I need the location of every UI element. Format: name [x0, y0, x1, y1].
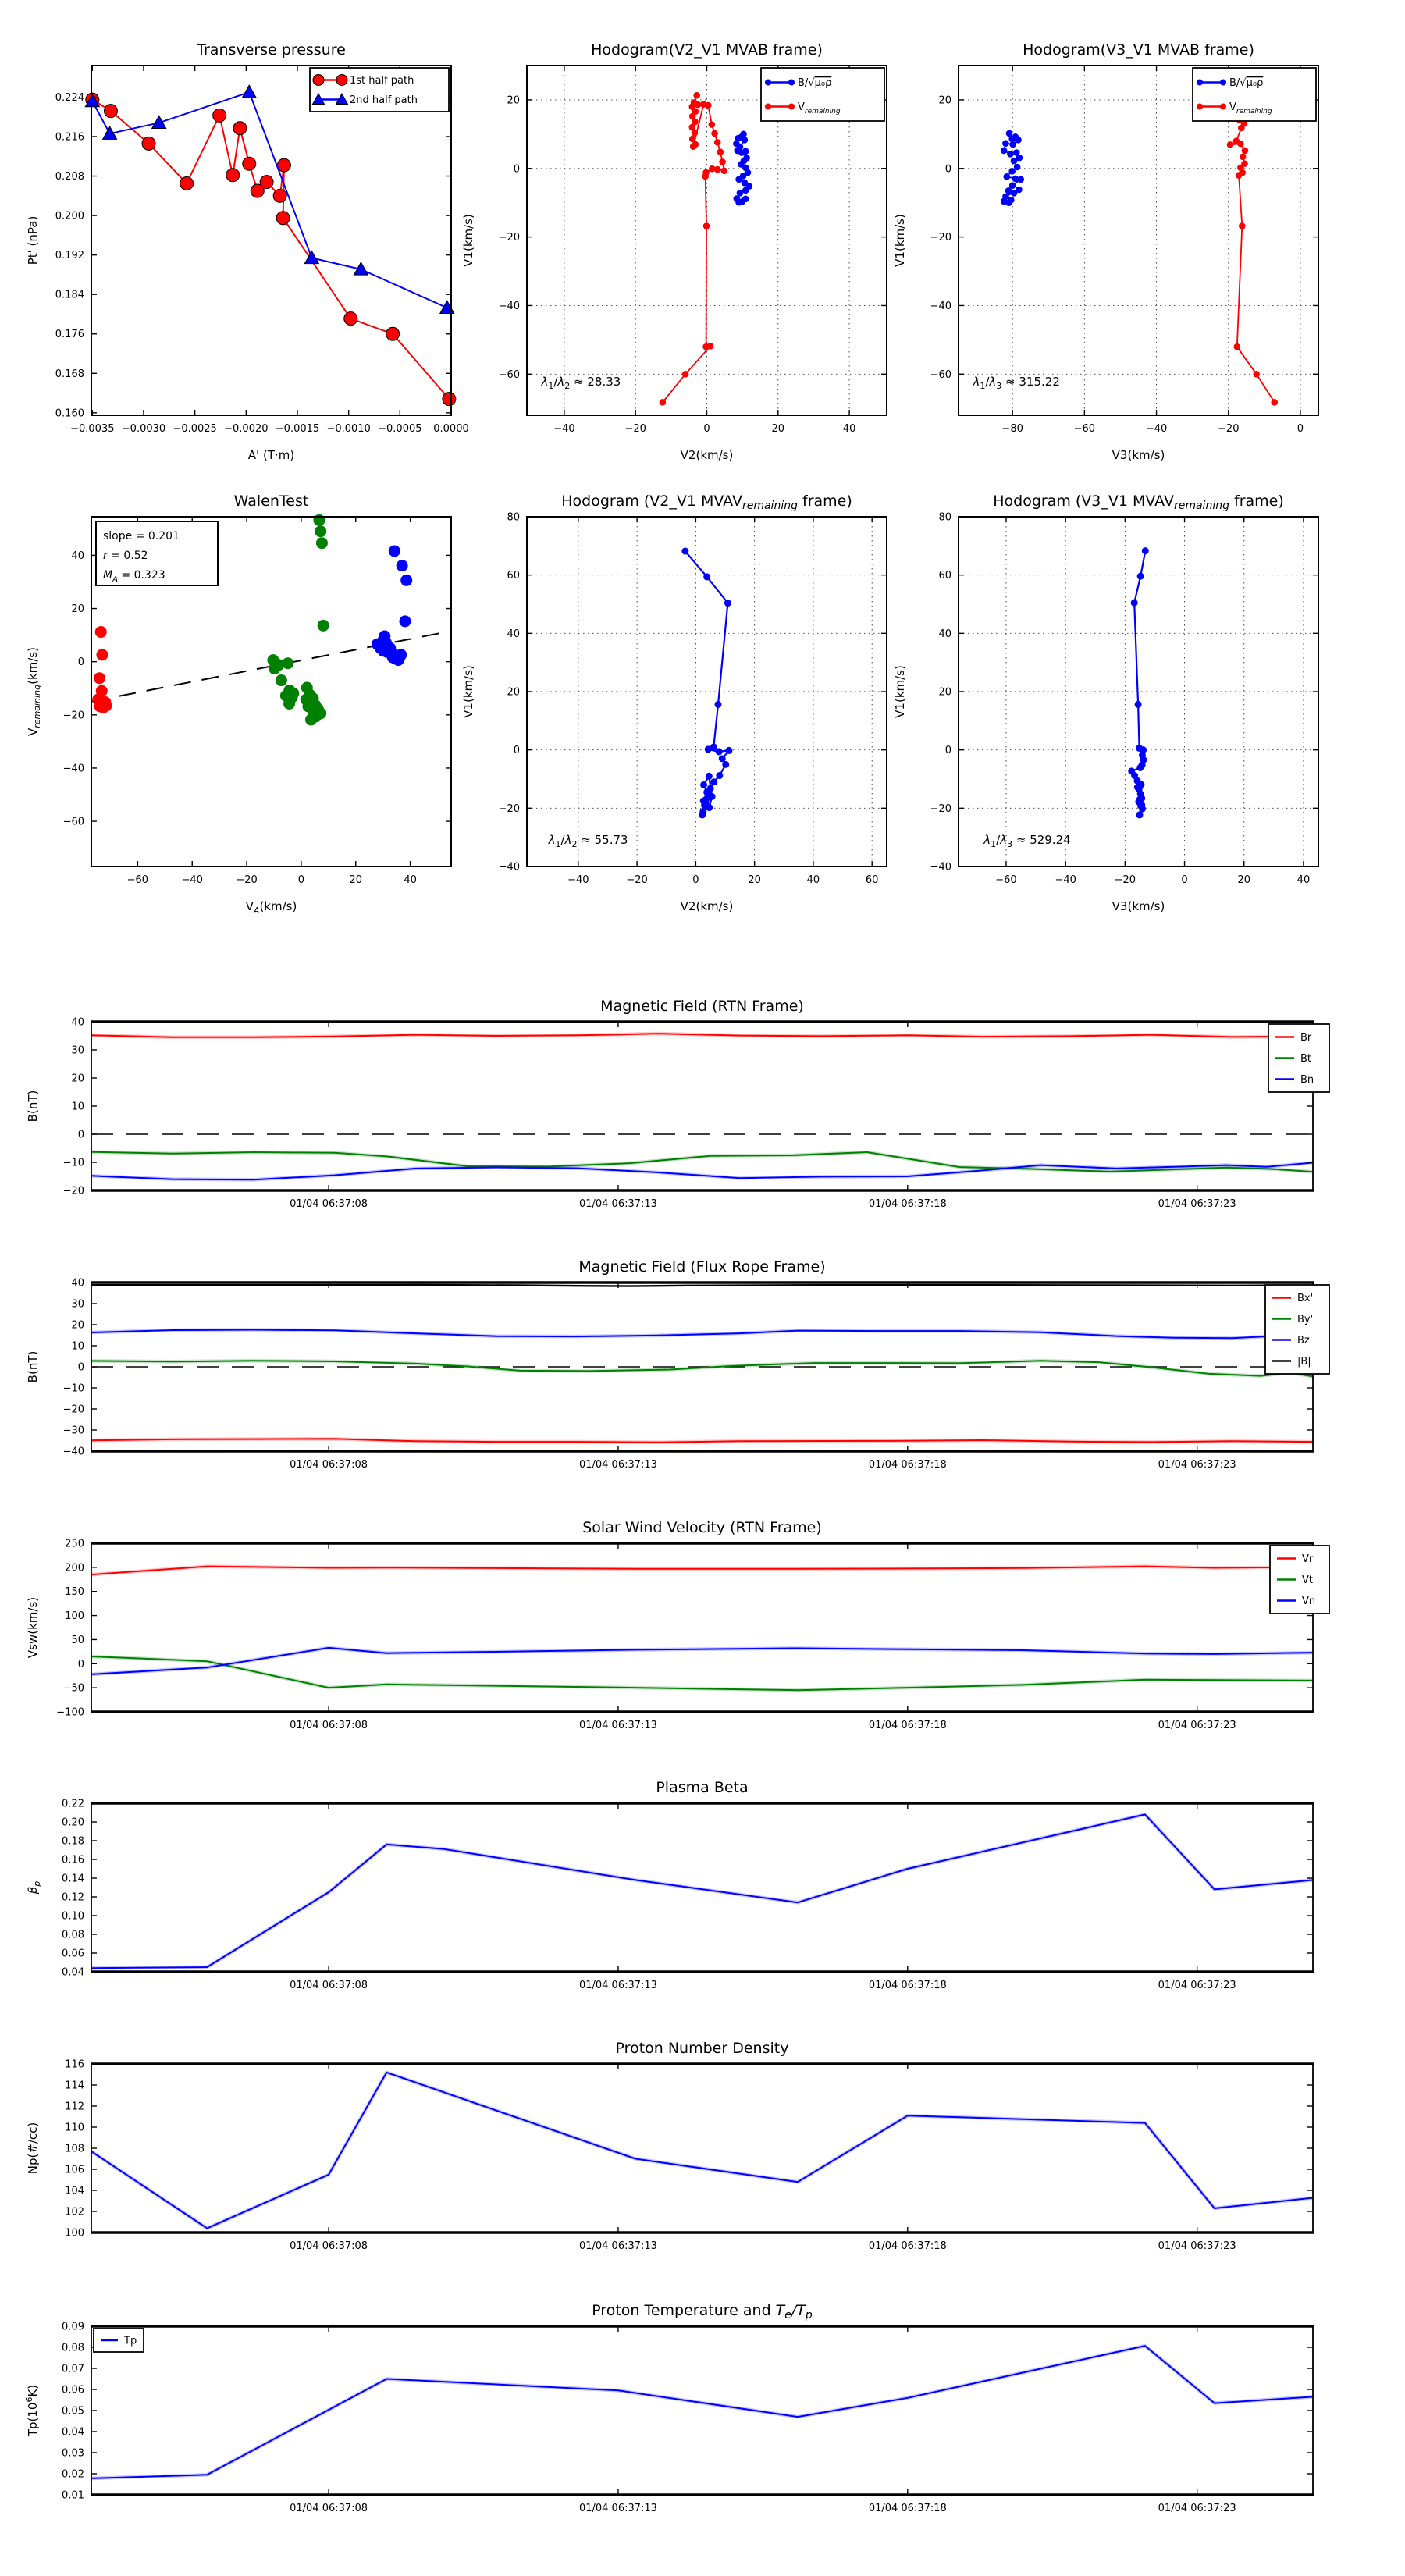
svg-text:01/04 06:37:08: 01/04 06:37:08: [290, 2503, 368, 2514]
legend: [761, 68, 884, 121]
x-axis-label: V3(km/s): [1112, 448, 1165, 462]
svg-text:40: 40: [806, 874, 820, 886]
svg-text:01/04 06:37:13: 01/04 06:37:13: [578, 1980, 657, 1991]
solar-wind-velocity-chart: [8, 1509, 1382, 1743]
y-axis-label: B(nT): [26, 1090, 40, 1123]
legend: [94, 2329, 144, 2352]
svg-text:01/04 06:37:18: 01/04 06:37:18: [868, 1720, 947, 1731]
hodogram-v3v1-mvav-chart: [875, 482, 1343, 951]
chart-title: Proton Number Density: [615, 2040, 789, 2057]
walen-test-svg: [8, 482, 476, 951]
svg-text:−40: −40: [553, 423, 575, 435]
y-tick-labels: [62, 1799, 84, 1979]
proton-temperature-svg: [8, 2292, 1382, 2526]
svg-text:−40: −40: [567, 874, 589, 886]
svg-text:250: 250: [65, 1538, 84, 1550]
svg-text:−20: −20: [626, 874, 648, 886]
magnetic-field-flux-rope-svg: [8, 1248, 1382, 1482]
chart-title: Hodogram (V2_V1 $MVAV_{remaining}$ frame): [561, 493, 852, 512]
y-tick-labels: [63, 550, 84, 828]
y-axis-label: $V_{remaining}(km/s)$: [26, 647, 42, 736]
svg-text:60: 60: [938, 570, 951, 582]
legend: [1268, 1024, 1329, 1092]
svg-text:−20: −20: [62, 1185, 84, 1197]
lambda-annotation: $\lambda_1/\lambda_2 \approx 55.73$: [548, 832, 628, 849]
series-walen-red: [92, 626, 112, 713]
svg-text:40: 40: [71, 1016, 84, 1029]
svg-text:0: 0: [297, 874, 305, 886]
svg-text:30: 30: [71, 1044, 84, 1057]
series-V-remaining: [660, 92, 728, 406]
x-tick-labels: [290, 1459, 1236, 1471]
svg-text:01/04 06:37:18: 01/04 06:37:18: [868, 1459, 947, 1471]
svg-text:−0.0010: −0.0010: [326, 423, 371, 435]
svg-text:0.176: 0.176: [55, 329, 84, 341]
svg-text:20: 20: [71, 1319, 84, 1332]
x-tick-labels: [127, 874, 417, 886]
svg-text:01/04 06:37:08: 01/04 06:37:08: [290, 2240, 368, 2252]
svg-text:−20: −20: [1114, 874, 1136, 886]
svg-text:−20: −20: [498, 232, 520, 244]
x-tick-labels: [290, 2503, 1236, 2514]
chart-title: Hodogram (V3_V1 $MVAV_{remaining}$ frame): [993, 493, 1284, 512]
axes-frame: [527, 517, 887, 866]
series-Br: [91, 1034, 1313, 1037]
legend-label: Bn: [1300, 1074, 1314, 1086]
magnetic-field-rtn-chart: [8, 987, 1382, 1222]
svg-text:0.03: 0.03: [62, 2447, 84, 2460]
lambda-annotation: $\lambda_1/\lambda_3 \approx 529.24$: [984, 832, 1071, 849]
series-1st-half-path: [86, 93, 456, 406]
svg-text:01/04 06:37:23: 01/04 06:37:23: [1158, 1459, 1236, 1471]
series-Bx-prime: [91, 1439, 1313, 1442]
series-Tp: [91, 2346, 1313, 2478]
svg-text:01/04 06:37:13: 01/04 06:37:13: [578, 1198, 657, 1210]
svg-text:slope = 0.201: slope = 0.201: [103, 530, 180, 543]
svg-text:0.10: 0.10: [62, 1910, 84, 1923]
svg-text:−80: −80: [1001, 423, 1023, 435]
svg-text:110: 110: [65, 2122, 84, 2134]
svg-text:20: 20: [71, 603, 84, 616]
y-tick-labels: [63, 1017, 84, 1197]
x-tick-labels: [70, 423, 469, 435]
legend-label: Vt: [1302, 1574, 1313, 1586]
x-axis-label: A' (T·m): [247, 448, 295, 462]
svg-text:0.06: 0.06: [62, 1948, 84, 1960]
legend: [310, 68, 449, 112]
axes-frame: [91, 66, 451, 415]
legend-label: |B|: [1297, 1356, 1311, 1368]
svg-text:01/04 06:37:18: 01/04 06:37:18: [868, 2240, 947, 2252]
chart-title: Plasma Beta: [656, 1779, 749, 1796]
svg-text:20: 20: [349, 874, 363, 886]
svg-text:112: 112: [65, 2101, 84, 2113]
svg-text:01/04 06:37:23: 01/04 06:37:23: [1158, 1198, 1236, 1210]
svg-text:−20: −20: [1218, 423, 1240, 435]
svg-text:01/04 06:37:08: 01/04 06:37:08: [290, 1459, 368, 1471]
svg-text:01/04 06:37:13: 01/04 06:37:13: [578, 1720, 657, 1731]
legend-label: By': [1297, 1314, 1314, 1325]
svg-text:01/04 06:37:23: 01/04 06:37:23: [1158, 1720, 1236, 1731]
y-tick-labels: [65, 2059, 84, 2240]
svg-text:01/04 06:37:18: 01/04 06:37:18: [868, 2503, 947, 2514]
legend-label: Bt: [1300, 1053, 1312, 1065]
svg-text:108: 108: [65, 2143, 84, 2155]
y-axis-label: B(nT): [26, 1350, 40, 1383]
svg-text:102: 102: [65, 2206, 84, 2218]
y-tick-labels: [930, 94, 951, 380]
svg-text:0.05: 0.05: [62, 2405, 84, 2418]
svg-text:01/04 06:37:13: 01/04 06:37:13: [578, 2240, 657, 2252]
svg-text:0: 0: [513, 745, 520, 757]
svg-text:−0.0005: −0.0005: [378, 423, 422, 435]
svg-text:−20: −20: [62, 1404, 84, 1416]
svg-text:40: 40: [1297, 874, 1311, 886]
y-axis-label: V1(km/s): [893, 665, 907, 718]
series-B-sqrt-mu0rho: [1001, 130, 1024, 206]
svg-text:40: 40: [938, 628, 951, 640]
svg-text:104: 104: [65, 2185, 84, 2197]
svg-text:0.224: 0.224: [55, 91, 84, 104]
x-tick-labels: [290, 1198, 1236, 1210]
svg-text:20: 20: [1237, 874, 1251, 886]
x-axis-label: V2(km/s): [680, 899, 734, 913]
svg-text:0.08: 0.08: [62, 2342, 84, 2354]
series-V-remaining: [1227, 112, 1278, 406]
legend-label: Tp: [124, 2335, 137, 2347]
svg-text:0.192: 0.192: [55, 250, 84, 262]
y-tick-labels: [63, 1278, 84, 1458]
proton-density-chart: [8, 2030, 1382, 2264]
svg-text:50: 50: [71, 1634, 84, 1646]
svg-text:0: 0: [703, 423, 710, 435]
svg-text:0.208: 0.208: [55, 171, 84, 183]
svg-text:−40: −40: [181, 874, 203, 886]
series-hodogram-path: [681, 548, 732, 819]
chart-title: Magnetic Field (Flux Rope Frame): [578, 1258, 826, 1276]
magnetic-field-rtn-svg: [8, 987, 1382, 1222]
chart-title: Transverse pressure: [197, 41, 346, 59]
svg-text:0.08: 0.08: [62, 1929, 84, 1941]
series-walen-green: [267, 514, 329, 726]
svg-text:−20: −20: [930, 802, 951, 815]
legend-label: $V_{remaining}$: [798, 101, 841, 116]
y-tick-labels: [62, 2322, 84, 2502]
hodogram-v2v1-mvav-svg: [443, 482, 912, 951]
svg-text:0.02: 0.02: [62, 2468, 84, 2481]
svg-text:0: 0: [944, 163, 951, 176]
svg-text:0.184: 0.184: [55, 289, 84, 301]
x-axis-label: V3(km/s): [1112, 899, 1165, 913]
svg-text:0: 0: [1181, 874, 1188, 886]
x-axis-label: $V_A(km/s)$: [245, 899, 297, 916]
hodogram-v2v1-mvab-chart: [443, 31, 912, 500]
legend-label: Vn: [1302, 1596, 1316, 1607]
svg-text:0: 0: [1297, 423, 1304, 435]
svg-text:r = 0.52: r = 0.52: [103, 550, 148, 562]
svg-text:20: 20: [938, 94, 951, 107]
svg-text:01/04 06:37:23: 01/04 06:37:23: [1158, 1980, 1236, 1991]
svg-text:−60: −60: [498, 368, 520, 381]
series-hodogram-path: [1128, 547, 1149, 818]
svg-text:0.04: 0.04: [62, 2426, 84, 2439]
plasma-beta-svg: [8, 1769, 1382, 2003]
svg-text:−0.0030: −0.0030: [121, 423, 166, 435]
svg-text:0.22: 0.22: [62, 1798, 84, 1810]
transverse-pressure-svg: [8, 31, 476, 500]
svg-text:80: 80: [938, 511, 951, 524]
magnetic-field-flux-rope-chart: [8, 1248, 1382, 1482]
svg-text:−20: −20: [62, 710, 84, 722]
svg-text:01/04 06:37:08: 01/04 06:37:08: [290, 1720, 368, 1731]
series-plasma-beta: [91, 1814, 1313, 1968]
svg-text:0.160: 0.160: [55, 407, 84, 420]
svg-text:−60: −60: [995, 874, 1017, 886]
legend-label: B/√μ₀ρ: [798, 77, 832, 89]
svg-text:0: 0: [944, 745, 951, 757]
chart-title: Hodogram(V2_V1 MVAB frame): [591, 41, 823, 59]
svg-text:20: 20: [938, 686, 951, 699]
svg-text:−50: −50: [62, 1682, 84, 1695]
series-Bz-prime: [91, 1330, 1313, 1339]
svg-text:−30: −30: [62, 1425, 84, 1437]
x-tick-labels: [567, 874, 878, 886]
svg-text:0: 0: [77, 656, 84, 669]
svg-text:106: 106: [65, 2164, 84, 2176]
svg-text:−40: −40: [930, 861, 951, 873]
hodogram-v3v1-mvab-svg: [875, 31, 1343, 500]
y-axis-label: V1(km/s): [461, 665, 475, 718]
axes-frame: [91, 1022, 1313, 1190]
svg-text:−100: −100: [56, 1706, 84, 1719]
svg-text:01/04 06:37:23: 01/04 06:37:23: [1158, 2503, 1236, 2514]
svg-text:−0.0025: −0.0025: [173, 423, 217, 435]
x-tick-labels: [290, 1980, 1236, 1991]
legend-label: Vr: [1302, 1553, 1314, 1565]
axes-frame: [91, 2326, 1313, 2495]
legend-label: $V_{remaining}$: [1229, 101, 1272, 116]
x-tick-labels: [1001, 423, 1304, 435]
svg-text:20: 20: [748, 874, 761, 886]
svg-text:−60: −60: [62, 816, 84, 828]
svg-text:−40: −40: [498, 861, 520, 873]
svg-text:10: 10: [71, 1101, 84, 1113]
x-tick-labels: [290, 2240, 1236, 2252]
svg-text:−0.0035: −0.0035: [70, 423, 115, 435]
svg-text:0.07: 0.07: [62, 2363, 84, 2375]
y-axis-label: $\beta_p$: [26, 1880, 42, 1895]
legend-label: 1st half path: [350, 75, 414, 87]
series-walen-blue: [372, 545, 412, 666]
svg-text:0.06: 0.06: [62, 2384, 84, 2396]
svg-text:114: 114: [65, 2080, 84, 2092]
svg-text:0.12: 0.12: [62, 1891, 84, 1904]
transverse-pressure-chart: [8, 31, 476, 500]
legend-label: B/√μ₀ρ: [1229, 77, 1264, 89]
series-By-prime: [91, 1361, 1313, 1376]
hodogram-v3v1-mvab-chart: [875, 31, 1343, 500]
y-axis-label: V1(km/s): [893, 214, 907, 267]
svg-text:−40: −40: [1055, 874, 1076, 886]
series-Np: [91, 2073, 1313, 2229]
hodogram-v2v1-mvab-svg: [443, 31, 912, 500]
y-axis-label: Vsw(km/s): [26, 1596, 40, 1659]
proton-temperature-chart: [8, 2292, 1382, 2526]
svg-text:−60: −60: [1073, 423, 1096, 435]
svg-text:0.09: 0.09: [62, 2321, 84, 2333]
svg-text:01/04 06:37:13: 01/04 06:37:13: [578, 2503, 657, 2514]
svg-text:MA = 0.323: $M_A = 0.323$: [103, 569, 165, 584]
grid: [527, 517, 887, 866]
svg-text:100: 100: [65, 1610, 84, 1623]
legend: [1270, 1546, 1329, 1614]
legend: [1265, 1285, 1329, 1374]
svg-text:0.20: 0.20: [62, 1816, 84, 1829]
x-axis-label: V2(km/s): [680, 448, 734, 462]
series-Vt: [91, 1656, 1313, 1690]
svg-text:−60: −60: [930, 368, 951, 381]
svg-text:20: 20: [507, 686, 520, 699]
hodogram-v2v1-mvav-chart: [443, 482, 912, 951]
proton-number-density-svg: [8, 2030, 1382, 2264]
svg-text:10: 10: [71, 1340, 84, 1353]
legend-label: Bz': [1297, 1335, 1313, 1347]
svg-text:01/04 06:37:18: 01/04 06:37:18: [868, 1980, 947, 1991]
axes-frame: [91, 2064, 1313, 2233]
svg-text:80: 80: [507, 511, 520, 524]
series-2nd-half-path: [85, 85, 454, 313]
plasma-beta-chart: [8, 1769, 1382, 2003]
svg-text:−40: −40: [62, 1446, 84, 1458]
svg-text:−40: −40: [1145, 423, 1168, 435]
stats-box: [96, 521, 218, 585]
svg-text:−20: −20: [498, 802, 520, 815]
svg-text:−20: −20: [624, 423, 646, 435]
svg-text:−20: −20: [236, 874, 258, 886]
svg-text:0.168: 0.168: [55, 368, 84, 380]
svg-text:01/04 06:37:23: 01/04 06:37:23: [1158, 2240, 1236, 2252]
hodogram-v3v1-mvav-svg: [875, 482, 1343, 951]
svg-text:0.200: 0.200: [55, 210, 84, 222]
svg-text:60: 60: [865, 874, 879, 886]
solar-wind-velocity-svg: [8, 1509, 1382, 1743]
series-B-sqrt-mu0rho: [733, 131, 752, 206]
chart-title: WalenTest: [233, 493, 309, 510]
svg-text:0: 0: [77, 1658, 84, 1670]
svg-text:30: 30: [71, 1298, 84, 1311]
svg-text:01/04 06:37:18: 01/04 06:37:18: [868, 1198, 947, 1210]
svg-text:40: 40: [71, 1277, 84, 1290]
svg-text:40: 40: [507, 628, 520, 640]
chart-title: Proton Temperature and $T_e/T_p$: [592, 2302, 813, 2322]
svg-text:60: 60: [507, 570, 520, 582]
svg-text:0.216: 0.216: [55, 131, 84, 144]
y-tick-labels: [56, 1539, 84, 1719]
svg-text:40: 40: [71, 550, 84, 562]
legend-label: Br: [1300, 1032, 1312, 1044]
y-tick-labels: [499, 94, 520, 380]
chart-title: Magnetic Field (RTN Frame): [600, 998, 804, 1015]
svg-text:40: 40: [404, 874, 417, 886]
y-tick-labels: [499, 512, 520, 873]
x-tick-labels: [553, 423, 855, 435]
svg-text:−60: −60: [126, 874, 149, 886]
y-tick-labels: [55, 92, 84, 419]
svg-text:−40: −40: [498, 300, 520, 312]
svg-text:0: 0: [77, 1129, 84, 1141]
y-axis-label: Pt' (nPa): [26, 215, 40, 265]
svg-text:−10: −10: [62, 1382, 84, 1395]
svg-text:0: 0: [692, 874, 699, 886]
svg-text:−0.0020: −0.0020: [224, 423, 269, 435]
lambda-annotation: $\lambda_1/\lambda_3 \approx 315.22$: [973, 374, 1060, 391]
y-axis-label: V1(km/s): [461, 214, 475, 267]
svg-text:−20: −20: [930, 232, 951, 244]
svg-text:40: 40: [842, 423, 856, 435]
y-axis-label: Np(#/cc): [26, 2122, 40, 2175]
svg-text:−0.0015: −0.0015: [275, 423, 320, 435]
svg-text:20: 20: [507, 94, 520, 107]
svg-text:0.18: 0.18: [62, 1835, 84, 1848]
svg-text:20: 20: [71, 1073, 84, 1085]
series-B-magnitude: [91, 1285, 1313, 1286]
svg-text:100: 100: [65, 2227, 84, 2240]
y-axis-label: $Tp(10^6K)$: [24, 2384, 40, 2437]
walen-test-chart: [8, 482, 476, 951]
x-tick-labels: [290, 1720, 1236, 1731]
legend-label: Bx': [1297, 1293, 1314, 1304]
svg-text:0.0000: 0.0000: [433, 423, 469, 435]
svg-text:01/04 06:37:13: 01/04 06:37:13: [578, 1459, 657, 1471]
svg-text:−40: −40: [62, 763, 84, 775]
svg-text:0: 0: [77, 1361, 84, 1374]
svg-text:−10: −10: [62, 1157, 84, 1169]
series-Vr: [91, 1567, 1313, 1575]
series-Vn: [91, 1648, 1313, 1674]
y-tick-labels: [930, 512, 951, 873]
svg-text:116: 116: [65, 2058, 84, 2071]
svg-text:−40: −40: [930, 300, 951, 312]
chart-title: Hodogram(V3_V1 MVAB frame): [1023, 41, 1254, 59]
svg-text:20: 20: [771, 423, 785, 435]
svg-text:01/04 06:37:08: 01/04 06:37:08: [290, 1198, 368, 1210]
lambda-annotation: $\lambda_1/\lambda_2 \approx 28.33$: [541, 374, 621, 391]
x-tick-labels: [995, 874, 1310, 886]
chart-title: Solar Wind Velocity (RTN Frame): [582, 1519, 822, 1536]
svg-text:150: 150: [65, 1586, 84, 1599]
svg-text:0.16: 0.16: [62, 1854, 84, 1866]
svg-text:0: 0: [513, 163, 520, 176]
legend: [1193, 68, 1316, 121]
svg-text:0.14: 0.14: [62, 1873, 84, 1885]
svg-text:01/04 06:37:08: 01/04 06:37:08: [290, 1980, 368, 1991]
svg-text:0.04: 0.04: [62, 1966, 84, 1979]
svg-text:200: 200: [65, 1562, 84, 1574]
legend-label: 2nd half path: [350, 94, 418, 106]
svg-text:0.01: 0.01: [62, 2489, 84, 2502]
